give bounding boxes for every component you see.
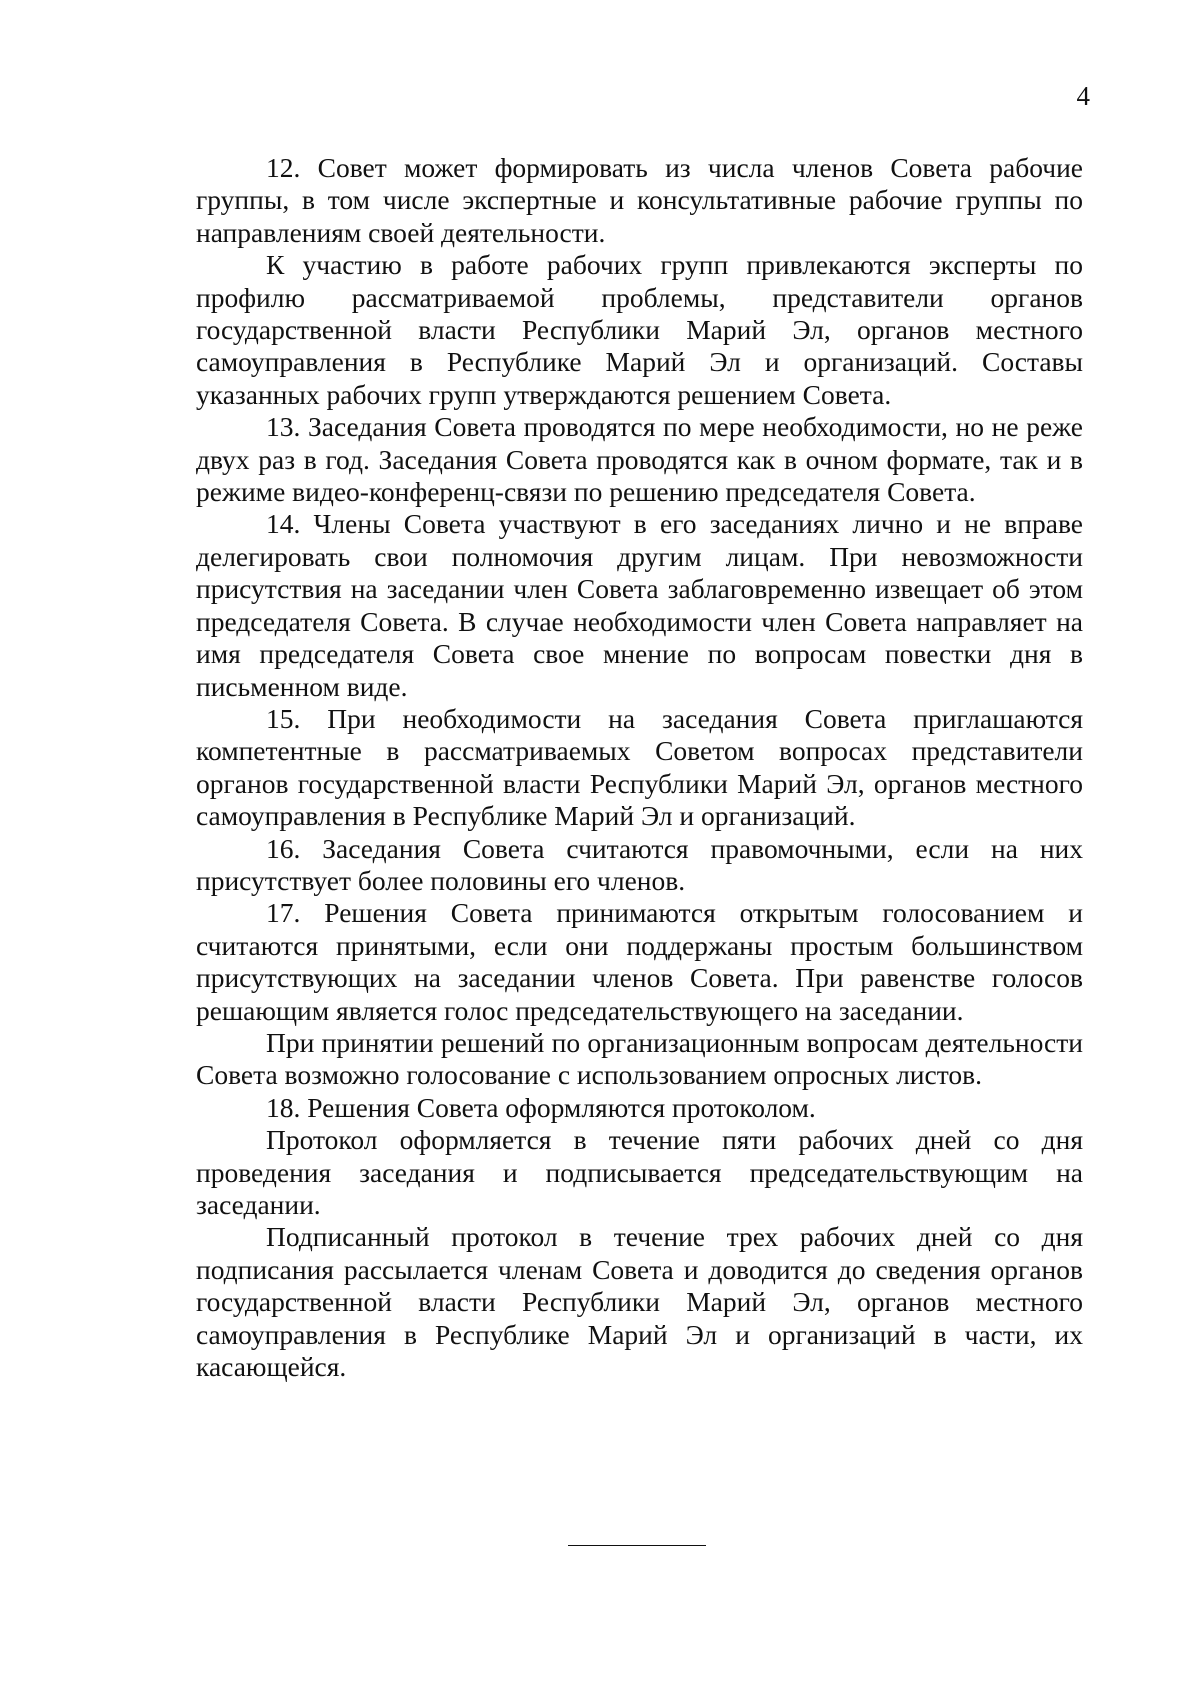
- paragraph-organizational-voting: При принятии решений по организационным вопросам деятельности Совета возможно голосование с использованием опросных листов.: [196, 1026, 1083, 1091]
- paragraph-15: 15. При необходимости на заседания Совета приглашаются компетентные в рассматриваемых Советом вопросах представители органов государственной власти Республики Марий Эл, органов местного самоуправления в Республике Марий Эл и организаций.: [196, 702, 1083, 832]
- paragraph-13: 13. Заседания Совета проводятся по мере необходимости, но не реже двух раз в год. Заседания Совета проводятся как в очном формате, так и в режиме видео-конференц-связи по решению председателя Совета.: [196, 411, 1083, 508]
- paragraph-12: 12. Совет может формировать из числа членов Совета рабочие группы, в том числе экспертные и консультативные рабочие группы по направлениям своей деятельности.: [196, 152, 1083, 248]
- document-body: [196, 152, 1083, 1383]
- paragraph-working-groups-participation: К участию в работе рабочих групп привлекаются эксперты по профилю рассматриваемой проблемы, представители органов государственной власти Республики Марий Эл, органов местного самоуправления в Республике Марий Эл и организаций. Составы указанных рабочих групп утверждаются решением Совета.: [196, 249, 1083, 410]
- paragraph-protocol-preparation: Протокол оформляется в течение пяти рабочих дней со дня проведения заседания и подписывается председательствующим на заседании.: [196, 1124, 1083, 1220]
- paragraph-18: 18. Решения Совета оформляются протоколом.: [266, 1091, 816, 1123]
- paragraph-17: 17. Решения Совета принимаются открытым голосованием и считаются принятыми, если они поддержаны простым большинством присутствующих на заседании членов Совета. При равенстве голосов решающим является голос председательствующего на заседании.: [196, 897, 1083, 1026]
- paragraph-14: 14. Члены Совета участвуют в его заседаниях лично и не вправе делегировать свои полномочия другим лицам. При невозможности присутствия на заседании член Совета заблаговременно извещает об этом председателя Совета. В случае необходимости член Совета направляет на имя председателя Совета свое мнение по вопросам повестки дня в письменном виде.: [196, 508, 1083, 702]
- end-separator-line: [568, 1545, 706, 1546]
- paragraph-protocol-distribution: Подписанный протокол в течение трех рабочих дней со дня подписания рассылается членам Совета и доводится до сведения органов государственной власти Республики Марий Эл, органов местного самоуправления в Республике Марий Эл и организаций в части, их касающейся.: [196, 1221, 1083, 1383]
- paragraph-16: 16. Заседания Совета считаются правомочными, если на них присутствует более половины его членов.: [196, 832, 1083, 896]
- page-number: 4: [1076, 81, 1090, 111]
